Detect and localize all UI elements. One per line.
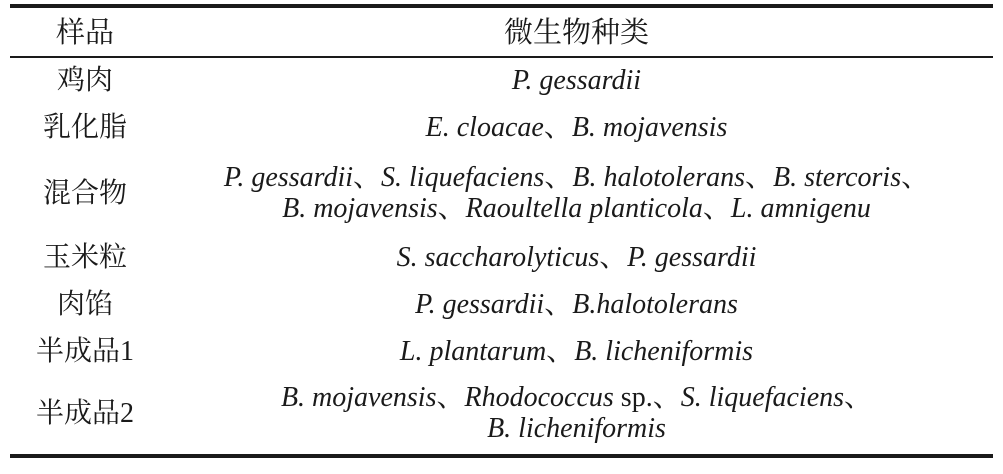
separator: 、 <box>652 382 681 413</box>
sample-cell: 半成品1 <box>35 335 134 367</box>
species-name: L. amnigenu <box>730 193 871 224</box>
species-cell <box>160 155 993 231</box>
species-name: B.halotolerans <box>572 288 738 320</box>
species-name: B. mojavensis <box>282 193 438 224</box>
species-name: B. licheniformis <box>487 413 666 444</box>
species-name: S. liquefaciens <box>381 162 545 193</box>
species-line <box>512 65 641 96</box>
species-name: P. gessardii <box>415 288 545 320</box>
header-species: 微生物种类 <box>503 16 649 49</box>
species-name: B. halotolerans <box>572 162 746 193</box>
separator: 、 <box>353 162 382 193</box>
separator: 、 <box>437 193 466 224</box>
header-rule <box>10 56 993 58</box>
species-cell <box>160 282 993 326</box>
species-line <box>224 162 929 193</box>
species-name: Raoultella planticola <box>465 193 703 224</box>
separator: 、 <box>544 162 573 193</box>
species-name: Rhodococcus <box>464 382 614 413</box>
separator: 、 <box>702 193 731 224</box>
species-name: P. gessardii <box>627 241 757 273</box>
sample-cell: 混合物 <box>42 177 127 209</box>
species-name: E. cloacae <box>425 111 544 143</box>
species-line <box>400 336 753 367</box>
species-name: S. liquefaciens <box>680 382 845 413</box>
sample-cell: 玉米粒 <box>42 241 127 273</box>
separator: 、 <box>599 241 628 273</box>
separator: 、 <box>901 162 930 193</box>
separator: 、 <box>544 288 573 320</box>
species-line <box>426 112 728 143</box>
species-name: B. mojavensis <box>280 382 437 413</box>
separator: sp. <box>613 382 653 413</box>
species-line <box>415 289 738 320</box>
species-cell <box>160 329 993 373</box>
header-sample: 样品 <box>55 16 114 49</box>
species-line <box>281 382 872 413</box>
species-cell <box>160 235 993 279</box>
species-name: B. mojavensis <box>571 111 728 143</box>
species-name: P. gessardii <box>511 64 642 96</box>
species-line <box>397 242 757 273</box>
separator: 、 <box>745 162 774 193</box>
bottom-rule <box>10 454 993 458</box>
species-cell <box>160 59 993 101</box>
species-line <box>487 413 666 444</box>
sample-cell: 鸡肉 <box>56 64 113 96</box>
species-line <box>282 193 871 224</box>
separator: 、 <box>436 382 465 413</box>
sample-cell: 半成品2 <box>35 397 134 429</box>
sample-cell: 乳化脂 <box>42 111 127 143</box>
sample-cell: 肉馅 <box>56 288 113 320</box>
separator: 、 <box>543 111 572 143</box>
species-name: L. plantarum <box>399 335 547 367</box>
species-name: B. stercoris <box>773 162 902 193</box>
species-name: P. gessardii <box>223 162 354 193</box>
species-cell <box>160 106 993 148</box>
separator: 、 <box>546 335 575 367</box>
species-name: B. licheniformis <box>574 335 754 367</box>
species-cell <box>160 375 993 451</box>
species-name: S. saccharolyticus <box>396 241 600 273</box>
separator: 、 <box>844 382 873 413</box>
top-rule <box>10 4 993 8</box>
